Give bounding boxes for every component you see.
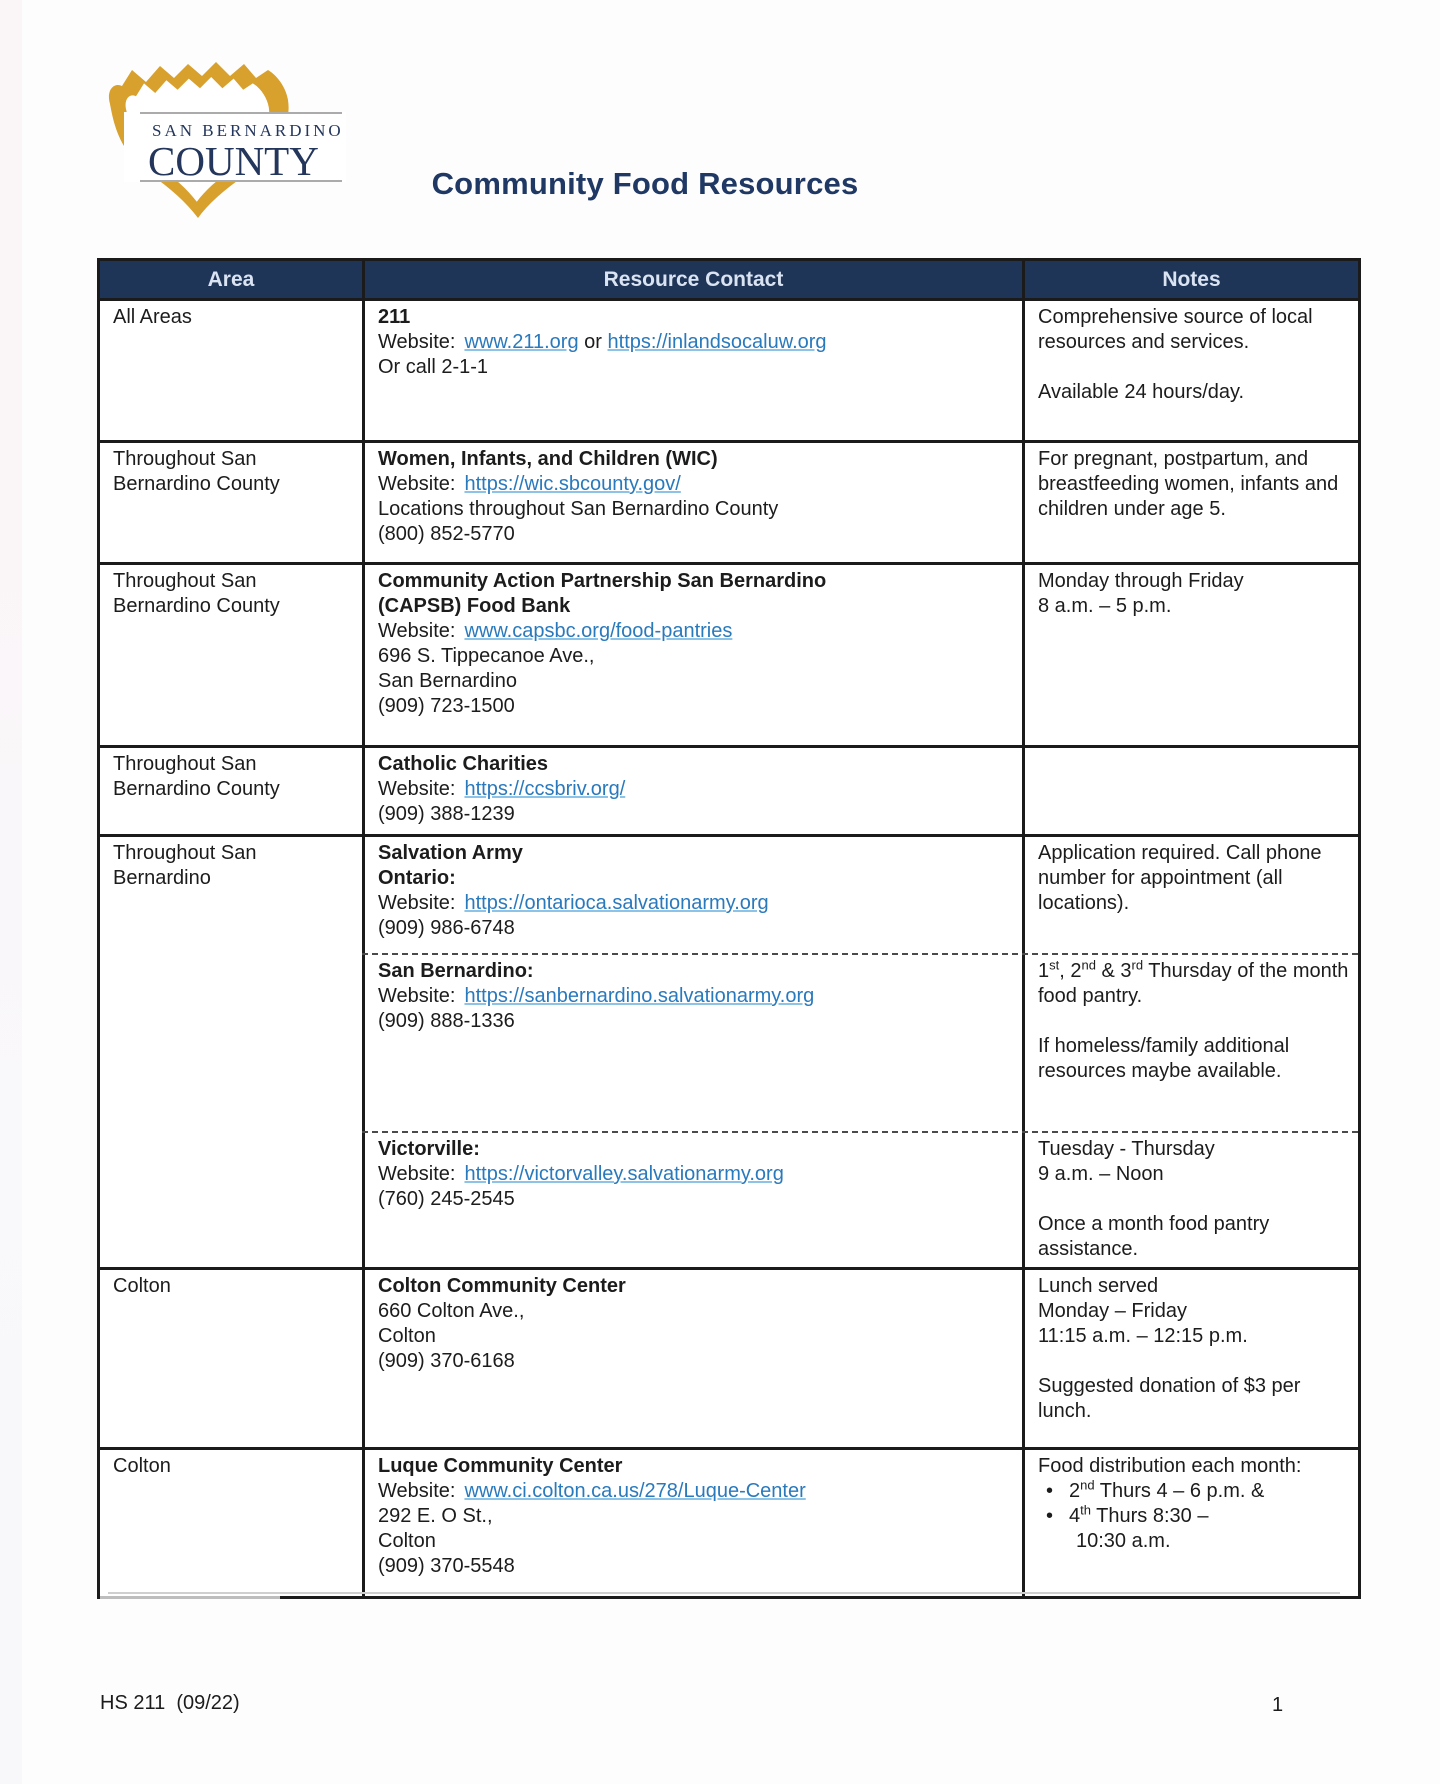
resource-name: Luque Community Center [378,1455,623,1477]
note-text: Monday through Friday [1038,570,1244,592]
note-text: Monday – Friday [1038,1300,1187,1322]
website-label: Website: [378,1163,456,1185]
area-cell: Throughout San Bernardino County [113,753,280,800]
link-capsbc[interactable]: www.capsbc.org/food-pantries [464,620,733,642]
resource-name: Community Action Partnership San Bernardino [378,570,827,592]
link-211-org[interactable]: www.211.org [464,331,579,353]
location-name: Ontario: [378,867,456,889]
website-label: Website: [378,331,456,353]
note-text: For pregnant, postpartum, and breastfeeding women, infants and children under age 5. [1038,448,1339,520]
link-salvation-sanbernardino[interactable]: https://sanbernardino.salvationarmy.org [464,985,815,1007]
bullet-text: • 4th Thurs 8:30 – [1069,1502,1209,1527]
website-label: Website: [378,892,456,914]
website-label: Website: [378,620,456,642]
scan-edge-artifact [0,0,22,1784]
location-name: San Bernardino: [378,960,534,982]
resource-name: Colton Community Center [378,1275,626,1297]
website-line [378,891,1016,916]
notes-cell [1025,837,1358,953]
area-cell: Colton [113,1275,171,1297]
phone-number: (800) 852-5770 [378,523,515,545]
address-line: 292 E. O St., [378,1505,493,1527]
note-bullet [1038,1504,1355,1529]
table-header-row [100,261,1358,298]
phone-number: (909) 370-5548 [378,1555,515,1577]
notes-cell [1025,748,1358,834]
note-gap [1038,1187,1355,1212]
website-line [378,1479,1016,1504]
website-line [378,1162,1016,1187]
website-line [378,777,1016,802]
area-cell: Throughout San Bernardino [113,842,257,889]
call-line: Or call 2-1-1 [378,356,489,378]
note-text: Once a month food pantry assistance. [1038,1213,1270,1260]
contact-cell [362,565,1025,745]
area-cell: Throughout San Bernardino County [113,570,280,617]
salvation-subrows [362,837,1358,1267]
notes-cell [1025,955,1358,1131]
website-label: Website: [378,1480,456,1502]
phone-number: (909) 986-6748 [378,917,515,939]
note-text: Lunch served [1038,1275,1159,1297]
note-gap [1038,1349,1355,1374]
logo-line2: COUNTY [148,138,319,184]
address-line: Locations throughout San Bernardino County [378,498,779,520]
phone-number: (760) 245-2545 [378,1188,515,1210]
notes-cell [1025,1270,1358,1447]
contact-cell [362,1270,1025,1447]
or-text: or [584,331,602,353]
header-area: Area [100,261,362,298]
resources-table [97,258,1361,1599]
table-scan-shadow-left [100,1596,280,1599]
area-cell: Colton [113,1455,171,1477]
contact-cell [362,955,1025,1131]
area-cell: Throughout San Bernardino County [113,448,280,495]
contact-cell [362,748,1025,834]
phone-number: (909) 370-6168 [378,1350,515,1372]
phone-number: (909) 888-1336 [378,1010,515,1032]
note-gap [1038,355,1355,380]
logo-line1: SAN BERNARDINO [152,121,344,140]
link-luque-center[interactable]: www.ci.colton.ca.us/278/Luque-Center [464,1480,806,1502]
notes-cell [1025,443,1358,562]
header-resource-contact: Resource Contact [362,261,1025,298]
contact-cell [362,301,1025,440]
table-row-capsb [100,562,1358,745]
link-inlandsocaluw[interactable]: https://inlandsocaluw.org [607,331,827,353]
link-salvation-victorville[interactable]: https://victorvalley.salvationarmy.org [464,1163,784,1185]
address-line: Colton [378,1325,436,1347]
resource-name: (CAPSB) Food Bank [378,595,571,617]
table-scan-shadow [108,1592,1340,1594]
subrow-ontario [362,837,1358,953]
note-text: Food distribution each month: [1038,1455,1302,1477]
contact-cell [362,1450,1025,1596]
note-text: 1st, 2nd & 3rd Thursday of the month food pantry. [1038,957,1349,1007]
website-line [378,472,1016,497]
footer-page-number: 1 [1272,1694,1284,1716]
table-row-salvation-army [100,834,1358,1267]
resource-name: Catholic Charities [378,753,549,775]
area-cell: All Areas [113,306,192,328]
note-text: Available 24 hours/day. [1038,381,1245,403]
note-bullet [1038,1479,1355,1504]
table-row-wic [100,440,1358,562]
note-text: Suggested donation of $3 per lunch. [1038,1375,1301,1422]
website-line [378,984,1016,1009]
address-line: Colton [378,1530,436,1552]
location-name: Victorville: [378,1138,480,1160]
contact-cell [362,443,1025,562]
website-line [378,619,1016,644]
phone-number: (909) 388-1239 [378,803,515,825]
notes-cell [1025,301,1358,440]
contact-cell [362,837,1025,953]
resource-name: 211 [378,306,411,328]
notes-cell [1025,565,1358,745]
address-line: 696 S. Tippecanoe Ave., [378,645,595,667]
note-text: Application required. Call phone number for appointment (all locations). [1038,842,1322,914]
link-ccsbriv[interactable]: https://ccsbriv.org/ [464,778,626,800]
note-text: Tuesday - Thursday [1038,1138,1215,1160]
phone-number: (909) 723-1500 [378,695,515,717]
notes-cell [1025,1450,1358,1596]
table-row-211 [100,298,1358,440]
table-row-colton-community-center [100,1267,1358,1447]
resource-name: Women, Infants, and Children (WIC) [378,448,718,470]
bullet-text: • 2nd Thurs 4 – 6 p.m. & [1069,1477,1265,1502]
subrow-victorville [362,1131,1358,1267]
note-text: Comprehensive source of local resources and services. [1038,306,1313,353]
address-line: San Bernardino [378,670,517,692]
website-label: Website: [378,985,456,1007]
note-text: If homeless/family additional resources maybe available. [1038,1035,1290,1082]
header-notes: Notes [1025,261,1358,298]
website-label: Website: [378,473,456,495]
contact-cell [362,1133,1025,1267]
link-wic[interactable]: https://wic.sbcounty.gov/ [464,473,681,495]
resource-name: Salvation Army [378,842,523,864]
page-title: Community Food Resources [431,166,859,201]
table-row-catholic-charities [100,745,1358,834]
note-text: 8 a.m. – 5 p.m. [1038,595,1172,617]
subrow-san-bernardino [362,953,1358,1131]
note-gap [1038,1009,1355,1034]
website-line [378,330,1016,355]
link-salvation-ontario[interactable]: https://ontarioca.salvationarmy.org [464,892,769,914]
website-label: Website: [378,778,456,800]
footer-form-number: HS 211 (09/22) [100,1692,240,1714]
table-row-luque-community-center [100,1447,1358,1596]
bullet-continuation: 10:30 a.m. [1076,1530,1171,1552]
address-line: 660 Colton Ave., [378,1300,525,1322]
notes-cell [1025,1133,1358,1267]
note-text: 9 a.m. – Noon [1038,1163,1164,1185]
note-text: 11:15 a.m. – 12:15 p.m. [1038,1325,1248,1347]
